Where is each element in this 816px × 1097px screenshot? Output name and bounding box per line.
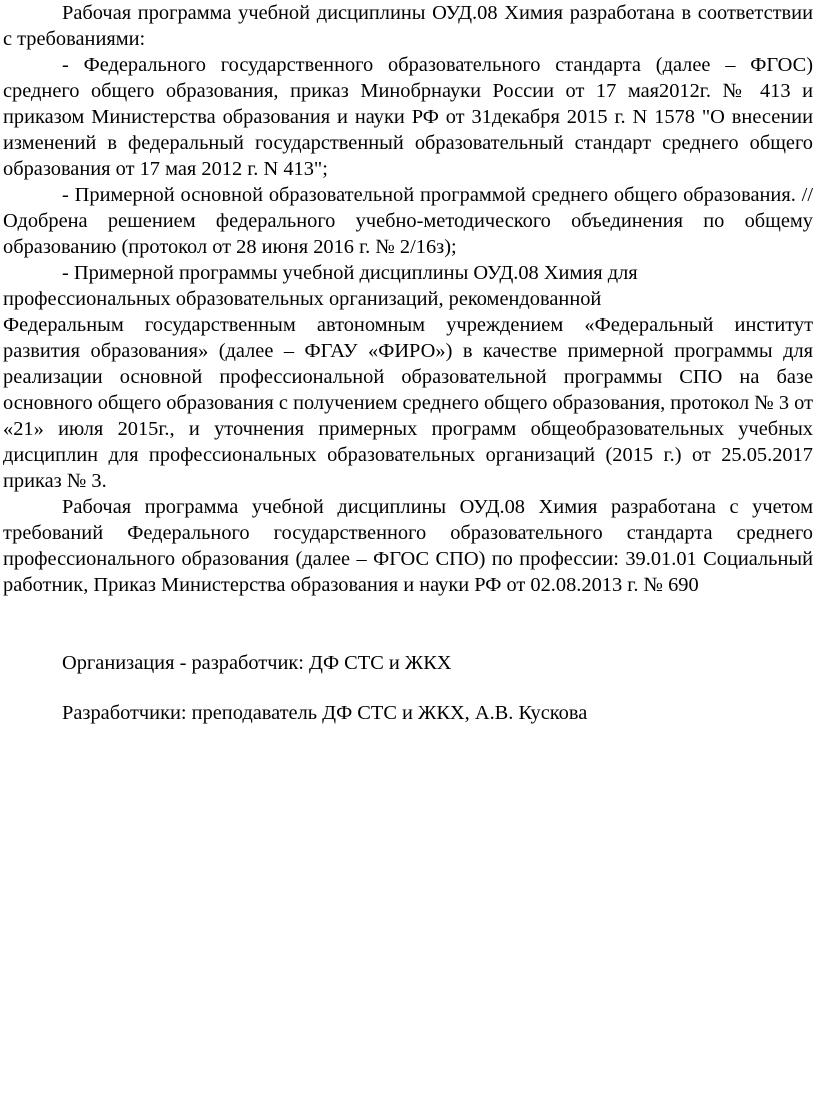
chemistry-program-paragraph — [3, 260, 813, 494]
chemistry-program-rest: Федеральным государственным автономным учреждением «Федеральный институт развития образования» (далее – ФГАУ «ФИРО») в качестве примерной программы для реализации основной профессиональной образовательной программы СПО на базе основного общего образования с получением среднего общего образования, протокол № 3 от «21» июля 2015г., и уточнения примерных программ общеобразовательных учебных дисциплин для профессиональных образовательных организаций (2015 г.) от 25.05.2017 приказ № 3. — [3, 314, 813, 492]
example-program-paragraph: - Примерной основной образовательной программой среднего общего образования. //Одобрена решением федерального учебно-методического объединения по общему образованию (протокол от 28 июня 2016 г. № 2/16з); — [3, 184, 813, 258]
chemistry-program-line-2: профессиональных образовательных организаций, рекомендованной — [3, 288, 602, 310]
fgos-paragraph: - Федерального государственного образовательного стандарта (далее – ФГОС) среднего общего образования, приказ Минобрнауки России от 17 мая2012г. № 413 и приказом Министерства образования и науки РФ от 31декабря 2015 г. N 1578 "О внесении изменений в федеральный государственный образовательный стандарт среднего общего образования от 17 мая 2012 г. N 413"; — [3, 54, 813, 180]
organization-line: Организация - разработчик: ДФ СТС и ЖКХ — [62, 652, 452, 674]
developers-line: Разработчики: преподаватель ДФ СТС и ЖКХ, А.В. Кускова — [62, 702, 588, 724]
fgos-spo-paragraph: Рабочая программа учебной дисциплины ОУД.08 Химия разработана с учетом требований Федерального государственного образовательного стандарта среднего профессионального образования (далее – ФГОС СПО) по профессии: 39.01.01 Социальный работник, Приказ Министерства образования и науки РФ от 02.08.2013 г. № 690 — [3, 496, 813, 596]
chemistry-program-line-1: - Примерной программы учебной дисциплины ОУД.08 Химия для — [62, 262, 638, 284]
intro-paragraph: Рабочая программа учебной дисциплины ОУД.08 Химия разработана в соответствии с требованиями: — [3, 2, 813, 50]
